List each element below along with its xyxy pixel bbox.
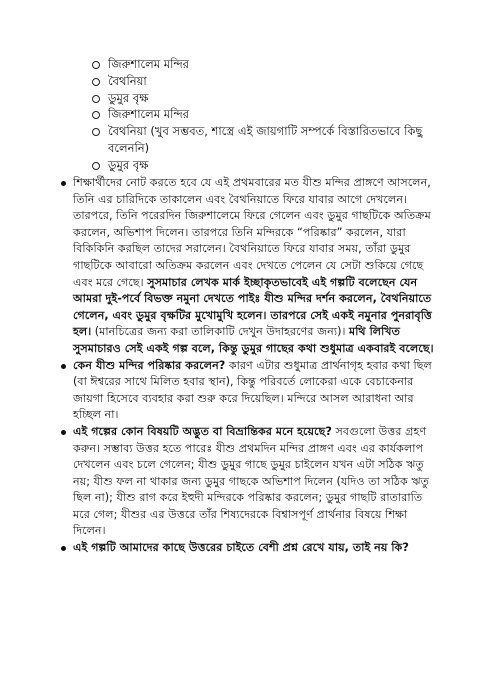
question-text: এই গল্পের কোন বিষয়টি অদ্ভুত বা বিভ্রান্তিকর মনে হয়েছে? (73, 424, 332, 438)
circle-bullet-icon (92, 95, 100, 103)
bullet-point-question (61, 540, 441, 557)
bullet-point-question (61, 424, 441, 540)
bullet-dot-icon (61, 181, 66, 186)
bullet-dot-icon (61, 546, 66, 551)
pattern-explanation: শিক্ষার্থীদের নোট করতে হবে যে এই প্রথমবারের মত যীশু মন্দির প্রাঙ্গণে আসলেন, তিনি এর চারিদিকে তাকালেন এবং বৈথনিয়াতে ফিরে যাবার আগে দেখলেন। তারপরে, তিনি পরেরদিন জিরুশালেমে ফিরে গেলেন এবং ডুমুর গাছটিকে অতিক্রম করলেন, অভিশাপ দিলেন। তারপরে তিনি মন্দিরকে “পরিষ্কার” করলেন, যারা বিকিকিনি করছিল তাদের সরালেন। বৈথনিয়াতে ফিরে যাবার সময়, তাঁরা ডুমুর গাছটিকে আবারো অতিক্রম করলেন এবং দেখতে পেলেন যে সেটা শুকিয়ে গেছে এবং মরে গেছে। (73, 176, 431, 289)
sublist-item: বৈথনিয়া (92, 73, 452, 90)
bullet-dot-icon (61, 430, 66, 435)
sublist-item: ডুমুর বৃক্ষ (92, 157, 452, 174)
pattern-emphasis: সুসমাচার লেখক মার্ক ইচ্ছাকৃতভাবেই এই গল্পটি বলেছেন যেন আমরা দুই-পর্বে বিভক্ত নমুনা দেখতে পাইঃ যীশু মন্দির দর্শন করলেন, বৈথনিয়াতে গেলেন, এবং ডুমুর বৃক্ষটির মুখোমুখি হলেন। তারপরে সেই একই নমুনার পুনরাবৃত্তি হল। (73, 275, 432, 339)
question-text: কেন যীশু মন্দির পরিষ্কার করলেন? (73, 358, 226, 372)
map-reference: (মানচিত্রের জন্য করা তালিকাটি দেখুন উদাহরণের জন্য)। (94, 325, 346, 339)
circle-bullet-icon (92, 111, 100, 119)
bullet-dot-icon (61, 364, 66, 369)
circle-bullet-icon (92, 162, 100, 170)
answer-text: কারণ এটার শুধুমাত্র প্রার্থনাগৃহ হবার কথা ছিল (বা ঈশ্বরের সাথে মিলিত হবার স্থান), কিন্তু পরিবর্তে লোকেরা একে বেচাকেনার জায়গা হিসেবে ব্যবহার করা শুরু করে দিয়েছিল। মন্দিরে আসল আরাধনা আর হচ্ছিল না। (73, 358, 432, 422)
sublist-item: বৈথনিয়া (খুব সম্ভবত, শাস্ত্রে এই জায়গাটি সম্পর্কে বিস্তারিতভাবে কিছু বলেননি) (92, 123, 452, 157)
main-bullet-list (61, 175, 441, 557)
circle-bullet-icon (92, 61, 100, 69)
location-sublist (92, 56, 452, 174)
matthew-note: মথি লিখিত সুসমাচারও সেই একই গল্প বলে, কিন্তু ডুমুর গাছের কথা শুধুমাত্র একবারই বলেছে। (73, 325, 434, 355)
circle-bullet-icon (92, 78, 100, 86)
bullet-point-question (61, 358, 441, 424)
sublist-item: জিরুশালেম মন্দির (92, 56, 452, 73)
bullet-point-pattern (61, 175, 441, 358)
sublist-item: ডুমুর বৃক্ষ (92, 90, 452, 107)
sublist-item: জিরুশালেম মন্দির (92, 106, 452, 123)
circle-bullet-icon (92, 128, 100, 136)
answer-text: সবগুলো উত্তর গ্রহণ করুন। সম্ভাব্য উত্তর হতে পারেঃ যীশু প্রথমদিন মন্দির প্রাঙ্গণ এবং এর কার্যকলাপ দেখলেন এবং চলে গেলেন; যীশু ডুমুর গাছে ডুমুর চাইলেন যখন এটা সঠিক ঋতু নয়; যীশু ফল না থাকার জন্য ডুমুর গাছকে অভিশাপ দিলেন (যদিও তা সঠিক ঋতু ছিল না); যীশু রাগ করে ইহুদী মন্দিরকে পরিষ্কার করলেন; ডুমুর গাছটি রাতারাতি মরে গেল; যীশুর এর উত্তরে তাঁর শিষ্যদেরকে বিশ্বাসপূর্ণ প্রার্থনার বিষয়ে শিক্ষা দিলেন। (73, 424, 429, 538)
question-text: এই গল্পটি আমাদের কাছে উত্তরের চাইতে বেশী প্রশ্ন রেখে যায়, তাই নয় কি? (73, 541, 409, 555)
